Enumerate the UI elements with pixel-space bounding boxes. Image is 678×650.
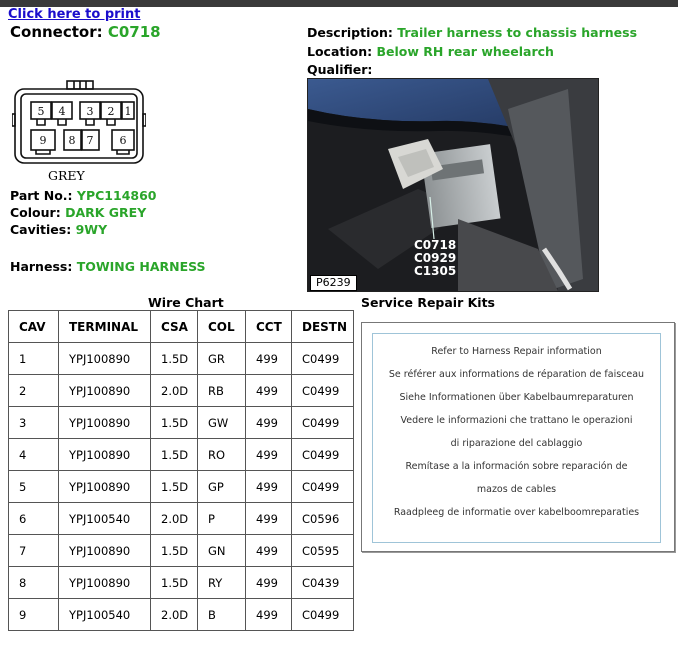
table-cell: 5 xyxy=(9,471,59,503)
table-cell: 499 xyxy=(246,343,292,375)
table-cell: 7 xyxy=(9,535,59,567)
table-cell: C0595 xyxy=(292,535,354,567)
pin-label: 2 xyxy=(107,105,115,118)
table-cell: RY xyxy=(198,567,246,599)
harness-field xyxy=(10,259,206,274)
colour-label: Colour: xyxy=(10,205,61,220)
cavities-label: Cavities: xyxy=(10,222,72,237)
cavities-value: 9WY xyxy=(75,222,108,237)
table-cell: YPJ100890 xyxy=(59,375,151,407)
table-cell: 499 xyxy=(246,567,292,599)
repair-info-line: Raadpleeg de informatie over kabelboomreparaties xyxy=(393,507,640,518)
location-label: Location: xyxy=(307,44,373,59)
harness-value: TOWING HARNESS xyxy=(76,259,206,274)
connector-field xyxy=(10,23,161,41)
table-cell: C0499 xyxy=(292,471,354,503)
table-cell: YPJ100890 xyxy=(59,567,151,599)
pin-label: 3 xyxy=(86,105,94,118)
table-row xyxy=(9,535,354,567)
repair-info-line: Se référer aux informations de réparation de faisceau xyxy=(388,369,645,380)
table-header-row xyxy=(9,311,354,343)
location-photo xyxy=(307,78,599,292)
table-cell: RO xyxy=(198,439,246,471)
column-header: CAV xyxy=(9,311,59,343)
repair-info-line: Vedere le informazioni che trattano le operazioni xyxy=(400,415,633,426)
table-cell: 1.5D xyxy=(151,535,198,567)
repair-info-line: Siehe Informationen über Kabelbaumreparaturen xyxy=(399,392,634,403)
wire-chart-title: Wire Chart xyxy=(148,295,224,310)
photo-code: C0929 xyxy=(414,251,457,265)
connector-color-label: GREY xyxy=(48,168,85,183)
table-cell: 2.0D xyxy=(151,599,198,631)
repair-info-line: Remítase a la información sobre reparación de xyxy=(405,461,628,472)
table-row xyxy=(9,407,354,439)
table-cell: 1.5D xyxy=(151,471,198,503)
table-cell: C0439 xyxy=(292,567,354,599)
harness-label: Harness: xyxy=(10,259,73,274)
part-no-field xyxy=(10,188,157,203)
table-cell: C0499 xyxy=(292,343,354,375)
table-cell: GW xyxy=(198,407,246,439)
table-cell: YPJ100540 xyxy=(59,599,151,631)
table-row xyxy=(9,471,354,503)
table-cell: 1.5D xyxy=(151,439,198,471)
table-cell: YPJ100890 xyxy=(59,439,151,471)
pin-label: 5 xyxy=(37,105,45,118)
connector-value: C0718 xyxy=(107,23,161,41)
photo-code: C1305 xyxy=(414,264,457,278)
qualifier-label: Qualifier: xyxy=(307,62,373,77)
table-cell: C0596 xyxy=(292,503,354,535)
table-row xyxy=(9,375,354,407)
table-cell: 2.0D xyxy=(151,503,198,535)
table-row xyxy=(9,439,354,471)
table-cell: 1.5D xyxy=(151,567,198,599)
table-cell: 499 xyxy=(246,599,292,631)
table-cell: 3 xyxy=(9,407,59,439)
pin-label: 6 xyxy=(119,134,127,147)
pin-label: 9 xyxy=(39,134,47,147)
table-cell: 499 xyxy=(246,471,292,503)
table-cell: GP xyxy=(198,471,246,503)
pin-label: 1 xyxy=(124,105,132,118)
table-cell: 1.5D xyxy=(151,343,198,375)
print-link[interactable]: Click here to print xyxy=(8,7,141,22)
table-cell: YPJ100890 xyxy=(59,407,151,439)
repair-info-line: di riparazione del cablaggio xyxy=(450,438,583,449)
service-repair-kits-inner xyxy=(372,333,661,543)
table-row xyxy=(9,503,354,535)
table-row xyxy=(9,343,354,375)
table-cell: 9 xyxy=(9,599,59,631)
table-cell: 1.5D xyxy=(151,407,198,439)
description-label: Description: xyxy=(307,25,393,40)
table-cell: B xyxy=(198,599,246,631)
table-cell: P xyxy=(198,503,246,535)
column-header: COL xyxy=(198,311,246,343)
cavities-field xyxy=(10,222,107,237)
table-cell: GR xyxy=(198,343,246,375)
table-cell: GN xyxy=(198,535,246,567)
pin-label: 7 xyxy=(86,134,94,147)
top-bar xyxy=(0,0,678,7)
column-header: DESTN xyxy=(292,311,354,343)
column-header: TERMINAL xyxy=(59,311,151,343)
location-value: Below RH rear wheelarch xyxy=(376,44,554,59)
service-repair-kits-box xyxy=(361,322,675,552)
table-cell: 8 xyxy=(9,567,59,599)
table-cell: C0499 xyxy=(292,439,354,471)
table-cell: YPJ100890 xyxy=(59,343,151,375)
table-cell: 499 xyxy=(246,503,292,535)
table-cell: RB xyxy=(198,375,246,407)
repair-info-line: mazos de cables xyxy=(476,484,557,495)
part-no-value: YPC114860 xyxy=(76,188,157,203)
location-field xyxy=(307,44,554,59)
table-cell: YPJ100540 xyxy=(59,503,151,535)
table-cell: 6 xyxy=(9,503,59,535)
table-cell: YPJ100890 xyxy=(59,535,151,567)
table-cell: C0499 xyxy=(292,375,354,407)
description-value: Trailer harness to chassis harness xyxy=(397,25,638,40)
table-row xyxy=(9,567,354,599)
column-header: CCT xyxy=(246,311,292,343)
table-cell: 2.0D xyxy=(151,375,198,407)
table-row xyxy=(9,599,354,631)
connector-label: Connector: xyxy=(10,23,103,41)
table-cell: 499 xyxy=(246,439,292,471)
column-header: CSA xyxy=(151,311,198,343)
table-cell: YPJ100890 xyxy=(59,471,151,503)
photo-reference: P6239 xyxy=(310,275,357,291)
table-cell: C0499 xyxy=(292,599,354,631)
table-cell: 1 xyxy=(9,343,59,375)
colour-field xyxy=(10,205,146,220)
table-cell: 499 xyxy=(246,535,292,567)
repair-info-line: Refer to Harness Repair information xyxy=(431,346,602,357)
table-cell: 4 xyxy=(9,439,59,471)
photo-connector-codes xyxy=(414,239,456,278)
table-cell: 499 xyxy=(246,375,292,407)
wire-chart-table xyxy=(8,310,354,631)
part-no-label: Part No.: xyxy=(10,188,73,203)
pin-label: 4 xyxy=(58,105,66,118)
photo-code: C0718 xyxy=(414,238,457,252)
colour-value: DARK GREY xyxy=(65,205,147,220)
table-cell: 499 xyxy=(246,407,292,439)
description-field xyxy=(307,25,637,40)
table-cell: 2 xyxy=(9,375,59,407)
pin-label: 8 xyxy=(68,134,76,147)
service-repair-kits-title: Service Repair Kits xyxy=(361,295,495,310)
table-cell: C0499 xyxy=(292,407,354,439)
